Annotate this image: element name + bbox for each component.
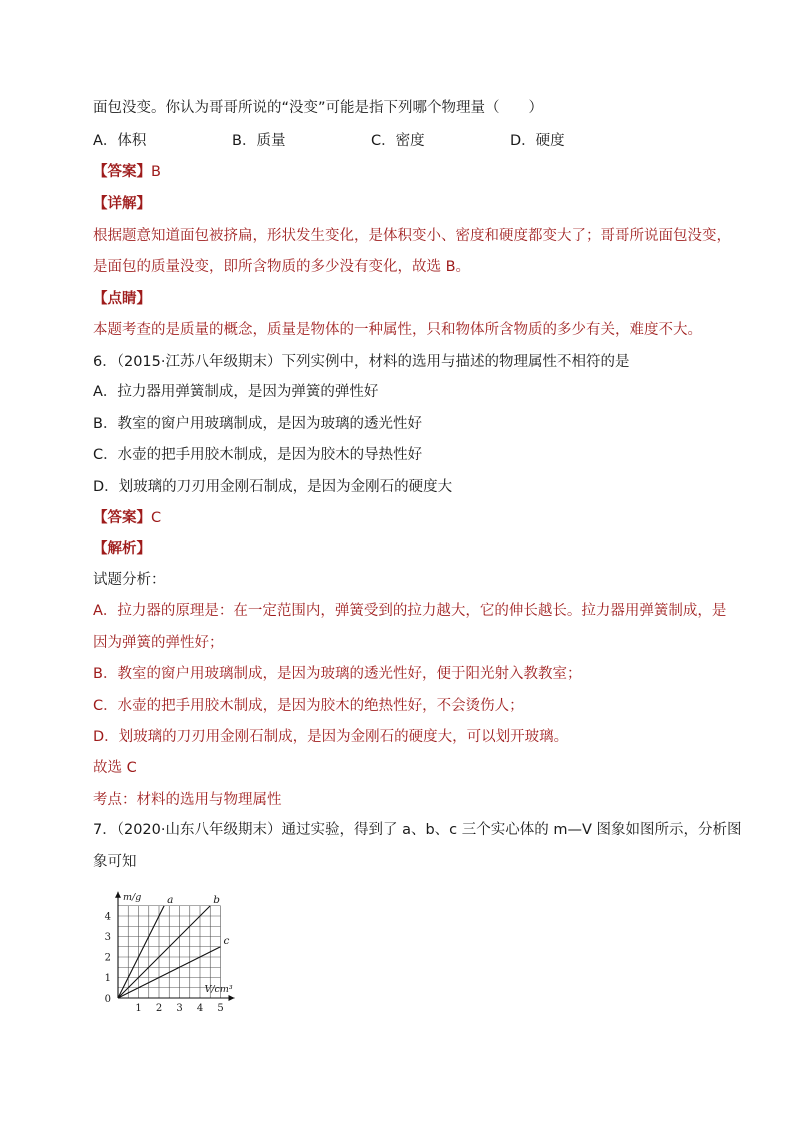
analysis-a-1: A．拉力器的原理是：在一定范围内，弹簧受到的拉力越大，它的伸长越长。拉力器用弹簧制成，是 bbox=[93, 603, 727, 619]
answer-tag: 【答案】 bbox=[93, 164, 151, 180]
x-tick-label: 1 bbox=[135, 1003, 142, 1014]
q6-option-a: A．拉力器用弹簧制成，是因为弹簧的弹性好 bbox=[93, 384, 379, 400]
q6-conclusion: 故选 C bbox=[93, 760, 137, 776]
analysis-c: C．水壶的把手用胶木制成，是因为胶木的绝热性好，不会烫伤人； bbox=[93, 698, 524, 714]
q6-stem: 6．（2015·江苏八年级期末）下列实例中，材料的选用与描述的物理属性不相符的是 bbox=[93, 354, 630, 370]
point-text: 本题考查的是质量的概念，质量是物体的一种属性，只和物体所含物质的多少有关，难度不大。 bbox=[93, 322, 702, 338]
series-line-b bbox=[118, 906, 210, 998]
analysis-intro: 试题分析： bbox=[93, 572, 166, 588]
x-tick-label: 4 bbox=[196, 1003, 204, 1014]
analysis-a-2: 因为弹簧的弹性好； bbox=[93, 635, 224, 651]
q6-option-d: D．划玻璃的刀刃用金刚石制成，是因为金刚石的硬度大 bbox=[93, 479, 453, 495]
answer-value: C bbox=[151, 510, 162, 526]
origin-label: 0 bbox=[104, 994, 111, 1005]
q5-stem-continuation: 面包没变。你认为哥哥所说的“没变”可能是指下列哪个物理量（ ） bbox=[93, 100, 544, 116]
detail-heading: 【详解】 bbox=[93, 196, 151, 212]
analysis-heading: 【解析】 bbox=[93, 541, 151, 557]
q5-option-a: A．体积 bbox=[93, 133, 147, 149]
q7-stem-1: 7．（2020·山东八年级期末）通过实验，得到了 a、b、c 三个实心体的 m—V 图象如图所示，分析图 bbox=[93, 822, 742, 838]
series-label-a: a bbox=[167, 893, 174, 906]
y-tick-label: 4 bbox=[104, 911, 111, 923]
detail-text-2: 是面包的质量没变，即所含物质的多少没有变化，故选 B。 bbox=[93, 259, 471, 275]
point-heading: 【点睛】 bbox=[93, 291, 151, 307]
answer-value: B bbox=[151, 164, 161, 180]
q6-option-c: C．水壶的把手用胶木制成，是因为胶木的导热性好 bbox=[93, 447, 423, 463]
q6-kaodian: 考点：材料的选用与物理属性 bbox=[93, 792, 282, 808]
y-tick-label: 2 bbox=[104, 952, 111, 964]
series-line-a bbox=[118, 906, 164, 998]
analysis-d: D．划玻璃的刀刃用金刚石制成，是因为金刚石的硬度大，可以划开玻璃。 bbox=[93, 729, 569, 745]
q5-option-b: B．质量 bbox=[232, 133, 286, 149]
series-label-b: b bbox=[213, 893, 220, 906]
y-tick-label: 3 bbox=[104, 932, 111, 943]
x-axis-arrow bbox=[229, 995, 235, 1001]
q5-answer bbox=[93, 162, 161, 182]
x-axis-label: V/cm³ bbox=[204, 984, 233, 995]
answer-tag: 【答案】 bbox=[93, 510, 151, 526]
q6-answer bbox=[93, 508, 161, 528]
detail-text-1: 根据题意知道面包被挤扁，形状发生变化，是体积变小、密度和硬度都变大了；哥哥所说面包没变， bbox=[93, 228, 731, 244]
q7-stem-2: 象可知 bbox=[93, 854, 137, 870]
y-tick-label: 1 bbox=[104, 973, 111, 984]
q6-option-b: B．教室的窗户用玻璃制成，是因为玻璃的透光性好 bbox=[93, 416, 422, 432]
y-axis-label: m/g bbox=[123, 891, 142, 903]
x-tick-label: 5 bbox=[217, 1003, 224, 1014]
x-tick-label: 3 bbox=[176, 1003, 183, 1014]
series-label-c: c bbox=[223, 934, 230, 947]
m-v-graph bbox=[96, 880, 266, 1020]
q5-option-c: C．密度 bbox=[371, 133, 425, 149]
y-axis-arrow bbox=[115, 892, 121, 898]
analysis-b: B．教室的窗户用玻璃制成，是因为玻璃的透光性好，便于阳光射入教教室； bbox=[93, 666, 582, 682]
q5-option-d: D．硬度 bbox=[510, 133, 565, 149]
x-tick-label: 2 bbox=[155, 1003, 163, 1014]
